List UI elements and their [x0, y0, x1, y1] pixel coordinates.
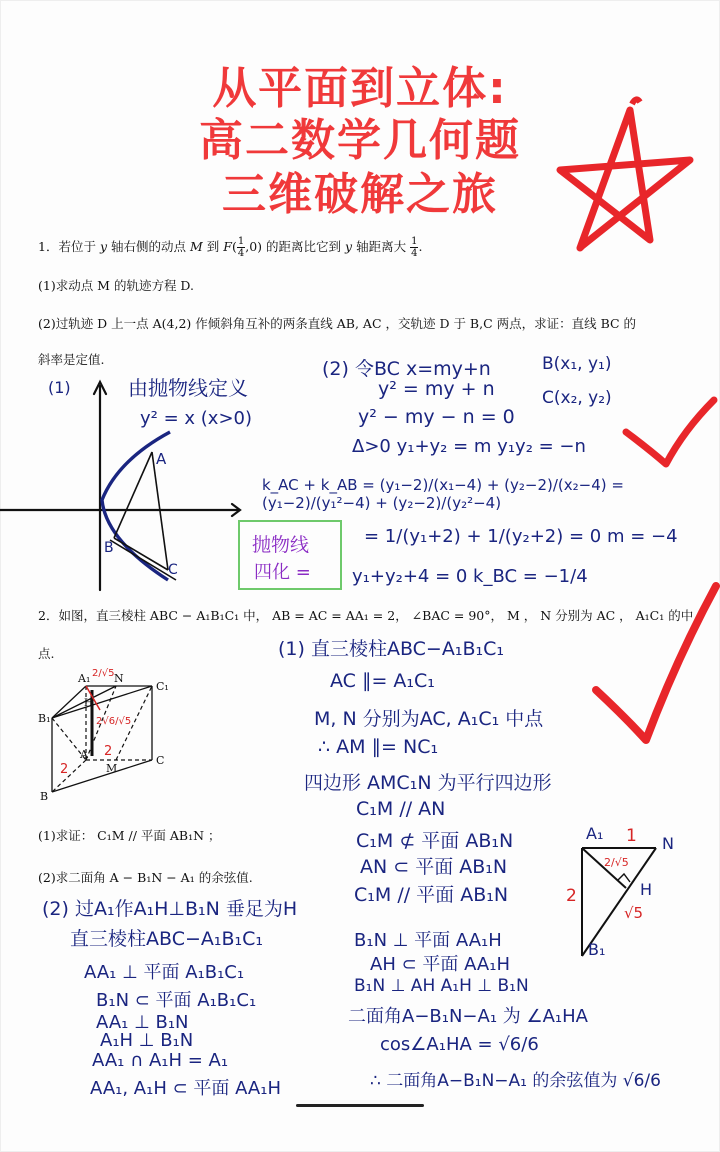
hw-p2-r9: C₁M // 平面 AB₁N — [354, 884, 509, 906]
title-line-3: 三维破解之旅 — [222, 169, 498, 220]
hw-p1-line4: k_AC + k_AB = (y₁−2)/(x₁−4) + (y₂−2)/(x₂−4) = (y₁−2)/(y₁²−4) + (y₂−2)/(y₂²−4) — [262, 476, 624, 512]
fig-red-2rt5: 2/√5 — [92, 668, 115, 679]
problem1-stem: 1．若位于 y 轴右侧的动点 M 到 F( $\frac{1}{4}$ ,0) 的距离比它到 y 轴距离大 $\frac{1}{4}$ . — [38, 236, 423, 259]
hw-p2-s1: (2) 过A₁作A₁H⊥B₁N 垂足为H — [42, 898, 298, 920]
fig-red-2rt6: 2√6/√5 — [96, 716, 132, 727]
hw-p2-r7: C₁M ⊄ 平面 AB₁N — [356, 830, 514, 852]
problem1-part2-line2: 斜率是定值. — [38, 352, 105, 367]
hw-p2-t2: AH ⊂ 平面 AA₁H — [370, 954, 510, 975]
fig-label-b1: B₁ — [38, 712, 51, 725]
hw-note-definition: 由抛物线定义 — [128, 376, 248, 400]
hw-p2-s8: AA₁, A₁H ⊂ 平面 AA₁H — [90, 1078, 281, 1099]
problem1-part2-line1: (2)过轨迹 D 上一点 A(4,2) 作倾斜角互补的两条直线 AB, AC ，交轨迹 D 于 B,C 两点，求证：直线 BC 的 — [38, 316, 637, 331]
tri-label-n: N — [662, 834, 674, 853]
hw-p2-s3: AA₁ ⊥ 平面 A₁B₁C₁ — [84, 962, 245, 983]
fig-label-h: H — [84, 698, 93, 709]
problem2-stem-line1: 2．如图，直三棱柱 ABC − A₁B₁C₁ 中， AB = AC = AA₁ = 2， ∠BAC = 90°， M ， N 分别为 AC ， A₁C₁ 的中 — [38, 608, 694, 623]
hw-p2-t3: B₁N ⊥ AH A₁H ⊥ B₁N — [354, 976, 529, 996]
hw-p2-t6: ∴ 二面角A−B₁N−A₁ 的余弦值为 √6/6 — [370, 1071, 661, 1091]
note-box-line1: 抛物线 — [252, 534, 310, 556]
hw-p1-line6: y₁+y₂+4 = 0 k_BC = −1/4 — [352, 566, 588, 587]
hw-p1-label2: (2) 令BC x=my+n — [322, 358, 491, 380]
fig-label-c1: C₁ — [156, 680, 169, 693]
hw-p2-s7: AA₁ ∩ A₁H = A₁ — [92, 1050, 229, 1071]
graph-label-b: B — [104, 540, 114, 556]
graph-label-a: A — [156, 450, 167, 468]
hw-point-c: C(x₂, y₂) — [542, 388, 612, 408]
hw-p1-line3: Δ>0 y₁+y₂ = m y₁y₂ = −n — [352, 436, 586, 457]
fig-label-n: N — [114, 672, 124, 685]
problem2-part2: (2)求二面角 A − B₁N − A₁ 的余弦值. — [38, 870, 253, 885]
problem2-part1: (1)求证： C₁M // 平面 AB₁N ； — [38, 828, 221, 843]
tri-side-2: 2 — [566, 886, 577, 906]
problem2-stem-line2: 点. — [38, 646, 55, 661]
tri-side-rt5: √5 — [624, 904, 644, 922]
hw-p2-s2: 直三棱柱ABC−A₁B₁C₁ — [70, 928, 264, 950]
hw-p2-s6: A₁H ⊥ B₁N — [100, 1030, 194, 1051]
hw-p1-line1: y² = my + n — [378, 378, 495, 400]
hw-p2-t5: cos∠A₁HA = √6/6 — [380, 1034, 539, 1055]
hw-point-b: B(x₁, y₁) — [542, 354, 612, 374]
hw-p1-line5: = 1/(y₁+2) + 1/(y₂+2) = 0 m = −4 — [364, 526, 678, 547]
tri-label-b1: B₁ — [588, 940, 606, 959]
hw-label-1: (1) — [48, 378, 71, 397]
fig-label-m: M — [106, 762, 118, 775]
graph-label-c: C — [168, 562, 178, 578]
hw-p2-s4: B₁N ⊂ 平面 A₁B₁C₁ — [96, 990, 257, 1011]
fig-label-a: A — [80, 748, 88, 761]
hw-p2-r5: 四边形 AMC₁N 为平行四边形 — [304, 772, 552, 794]
hw-p1-line2: y² − my − n = 0 — [358, 406, 515, 428]
note-box-line2: 四化 = — [254, 562, 311, 583]
tri-side-2rt5: 2/√5 — [604, 856, 629, 869]
hw-p2-r2: AC ∥= A₁C₁ — [330, 670, 435, 692]
fig-label-c: C — [156, 754, 165, 767]
bottom-scroll-indicator — [296, 1104, 424, 1107]
tri-side-1: 1 — [626, 826, 637, 846]
fig-label-b: B — [40, 790, 49, 803]
hw-p2-r8: AN ⊂ 平面 AB₁N — [360, 856, 508, 878]
hw-parabola-equation: y² = x (x>0) — [140, 408, 252, 429]
hw-p2-r1: (1) 直三棱柱ABC−A₁B₁C₁ — [278, 638, 504, 660]
fig-red-2-bottom: 2 — [104, 744, 113, 759]
hw-p2-s5: AA₁ ⊥ B₁N — [96, 1012, 189, 1033]
title-line-2: 高二数学几何题 — [199, 115, 521, 166]
hw-p2-r6: C₁M // AN — [356, 798, 446, 820]
hw-p2-r4: ∴ AM ∥= NC₁ — [318, 736, 439, 758]
fig-red-2-left: 2 — [60, 762, 69, 777]
hw-p2-t4: 二面角A−B₁N−A₁ 为 ∠A₁HA — [348, 1006, 588, 1027]
problem1-part1: (1)求动点 M 的轨迹方程 D. — [38, 278, 194, 293]
tri-label-a1: A₁ — [586, 824, 604, 843]
title-line-1: 从平面到立体: — [212, 63, 508, 114]
tri-label-h: H — [640, 880, 653, 899]
hw-p2-t1: B₁N ⊥ 平面 AA₁H — [354, 930, 502, 951]
hw-p2-r3: M, N 分别为AC, A₁C₁ 中点 — [314, 708, 544, 730]
fig-label-a1: A₁ — [78, 672, 91, 685]
